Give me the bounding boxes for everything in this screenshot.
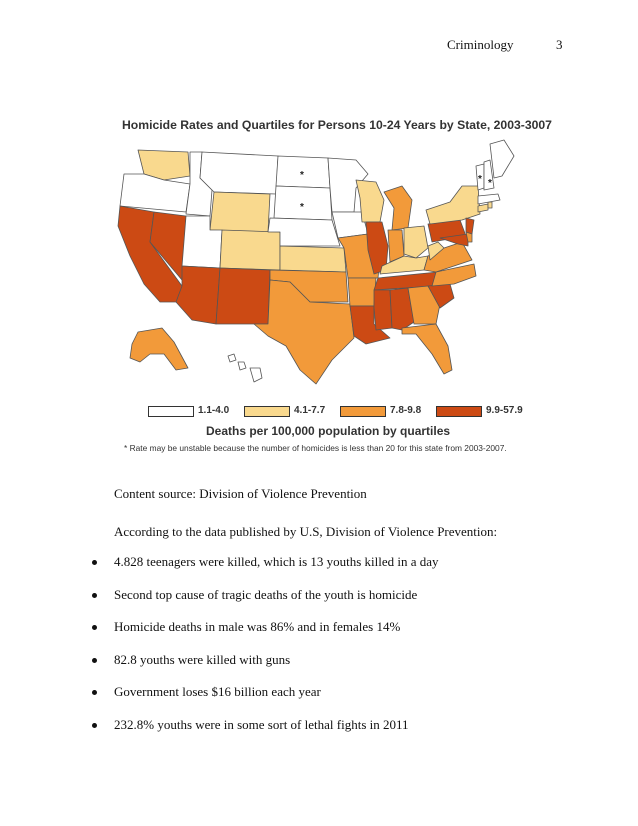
map-legend [148,405,528,419]
state-hawaii [228,354,262,382]
bullet-text: Government loses $16 billion each year [114,684,321,699]
legend-swatch-q3 [340,406,386,417]
state-arizona [176,266,220,324]
state-ohio [404,226,428,258]
unstable-marker-sd: * [300,202,304,213]
legend-label-q2: 4.1-7.7 [294,405,326,416]
list-item [0,587,638,620]
state-new-mexico [216,268,270,324]
bullet-dot [92,625,97,630]
state-florida [402,324,452,374]
bullet-dot [92,560,97,565]
state-maine [490,140,514,178]
legend-caption: Deaths per 100,000 population by quartiles [206,424,451,438]
state-oregon [120,174,190,212]
unstable-marker-nh: * [488,178,492,189]
figure-footnote: * Rate may be unstable because the number of homicides is less than 20 for this state from 2003-2007. [124,443,507,453]
list-item [0,619,638,652]
content-source: Content source: Division of Violence Prevention [114,486,367,501]
bullet-dot [92,593,97,598]
state-wyoming [210,192,270,232]
legend-swatch-q4 [436,406,482,417]
bullet-dot [92,658,97,663]
list-item [0,684,638,717]
bullet-text: 4.828 teenagers were killed, which is 13 youths killed in a day [114,554,439,569]
state-arkansas [348,278,376,306]
unstable-marker-vt: * [478,174,482,185]
state-mississippi [374,290,392,330]
legend-label-q3: 7.8-9.8 [390,405,422,416]
bullet-dot [92,723,97,728]
bullet-text: Second top cause of tragic deaths of the youth is homicide [114,586,418,602]
bullet-text: 82.8 youths were killed with guns [114,651,291,667]
state-kansas [280,246,346,272]
page-number: 3 [556,37,563,52]
list-item [0,717,638,750]
state-new-york [426,186,480,224]
bullet-dot [92,690,97,695]
homicide-map-figure [110,110,552,458]
state-michigan [384,186,412,230]
bullet-text: Homicide deaths in male was 86% and in females 14% [114,619,401,634]
legend-label-q1: 1.1-4.0 [198,405,230,416]
state-montana [200,152,278,194]
list-item [0,554,638,587]
state-new-jersey [466,218,474,234]
us-choropleth-map [110,138,530,400]
header-title: Criminology [447,37,514,52]
legend-swatch-q1 [148,406,194,417]
intro-paragraph: According to the data published by U.S, Division of Violence Prevention: [114,524,498,539]
unstable-marker-nd: * [300,170,304,181]
figure-title: Homicide Rates and Quartiles for Persons 10-24 Years by State, 2003-3007 [122,118,552,132]
legend-label-q4: 9.9-57.9 [486,405,523,416]
bullet-text: 232.8% youths were in some sort of lethal fights in 2011 [114,716,409,732]
state-rhode-island [488,202,492,208]
state-colorado [220,230,280,270]
legend-swatch-q2 [244,406,290,417]
list-item [0,652,638,685]
bullet-list [0,554,638,749]
state-alaska [130,328,188,370]
